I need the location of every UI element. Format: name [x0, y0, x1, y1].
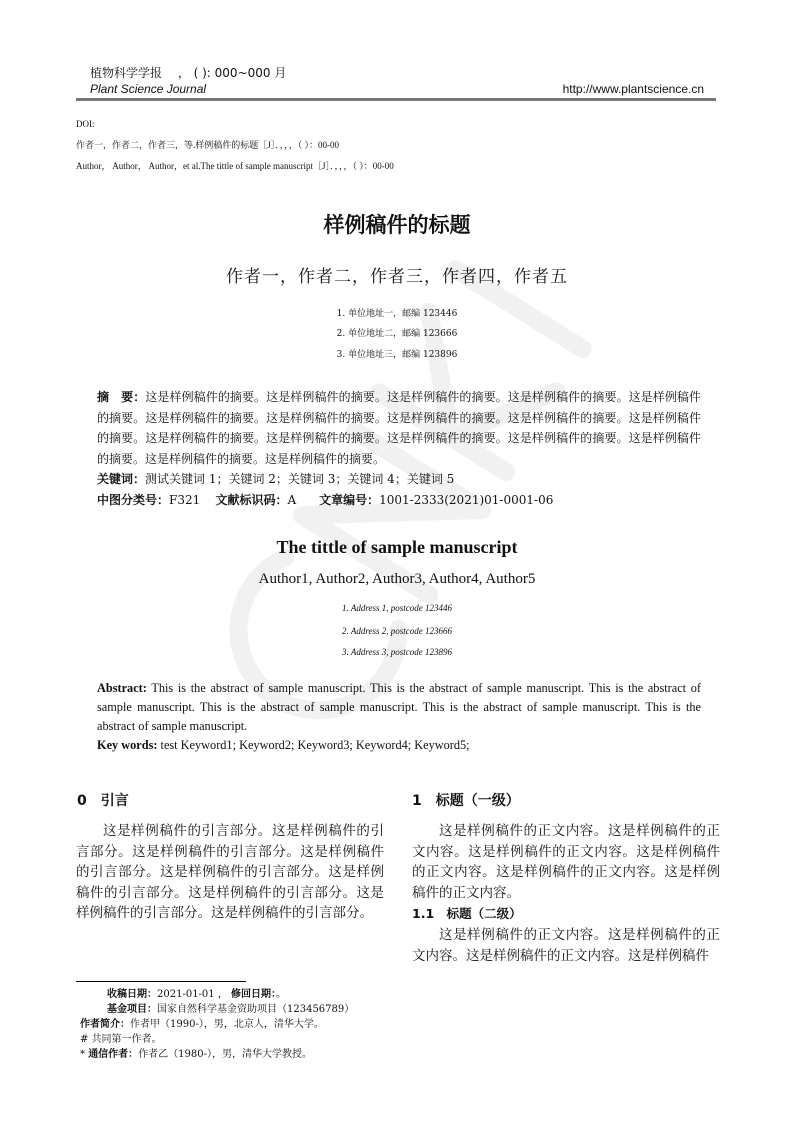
- address-cn-2: 2. 单位地址二，邮编 123666: [336, 329, 458, 339]
- footnote-fund: [107, 1003, 354, 1016]
- keywords-en: test Keyword1; Keyword2; Keyword3; Keyword4; Keyword5;: [157, 738, 470, 752]
- title-cn: 样例稿件的标题: [323, 213, 471, 237]
- bio-text: 作者甲（1990-），男，北京人，清华大学。: [130, 1019, 324, 1030]
- doi: DOI:: [76, 119, 95, 129]
- section-0-heading: 0 引言: [77, 793, 129, 809]
- keywords-en-label: Key words:: [97, 738, 158, 752]
- journal-url[interactable]: http://www.plantscience.cn: [562, 82, 704, 96]
- authors-cn: 作者一，作者二，作者三，作者四，作者五: [226, 267, 568, 287]
- abstract-cn: [97, 387, 701, 510]
- footnote-corresponding: [80, 1048, 312, 1061]
- section-0-text: 这是样例稿件的引言部分。这是样例稿件的引言部分。这是样例稿件的引言部分。这是样例稿件的引言部分。这是样例稿件的引言部分。这是样例稿件的引言部分。这是样例稿件的引言部分。这是样例稿件的引言部分。这是样例稿件的引言部分。: [76, 823, 384, 921]
- section-1-text: 这是样例稿件的正文内容。这是样例稿件的正文内容。这是样例稿件的正文内容。这是样例稿件的正文内容。这是样例稿件的正文内容。这是样例稿件的正文内容。: [412, 823, 720, 901]
- address-cn-3: 3. 单位地址三，邮编 123896: [336, 350, 458, 360]
- footnote-bio: [80, 1018, 324, 1031]
- journal-header-en: Plant Science Journal: [90, 82, 207, 96]
- address-en-2: 2. Address 2, postcode 123666: [342, 626, 452, 636]
- corr-text: 作者乙（1980-），男，清华大学教授。: [138, 1049, 313, 1060]
- keywords-cn-label: 关键词：: [97, 472, 146, 486]
- authors-en: Author1, Author2, Author3, Author4, Author5: [258, 571, 536, 587]
- abstract-en-text: This is the abstract of sample manuscript. This is the abstract of sample manuscript. This is the abstract of sample manuscript. This is the abstract of sample manuscript. This is the abstract of sample manuscript. This is the abstract of sample manuscript.: [97, 681, 701, 733]
- footnote-received: [107, 988, 286, 1001]
- received-label: 收稿日期：: [107, 989, 157, 1000]
- revised-label: 修回日期：: [231, 989, 277, 1000]
- abstract-en-label: Abstract:: [97, 681, 147, 695]
- doc-code: A: [287, 492, 297, 507]
- corr-mark: *: [80, 1049, 89, 1060]
- corr-label: 通信作者：: [88, 1049, 139, 1060]
- received-date: 2021-01-01 ，: [157, 989, 228, 1000]
- bio-label: 作者简介：: [80, 1019, 130, 1030]
- section-1-1-heading: 1.1 标题（二级）: [412, 906, 522, 921]
- clc: F321: [169, 492, 201, 507]
- fund-text: 国家自然科学基金资助项目（123456789）: [157, 1004, 355, 1015]
- section-1-heading: 1 标题（一级）: [412, 793, 520, 809]
- doc-code-label: 文献标识码：: [215, 492, 288, 507]
- fund-label: 基金项目：: [107, 1004, 157, 1015]
- address-cn-1: 1. 单位地址一，邮编 123446: [336, 309, 458, 319]
- address-en-1: 1. Address 1, postcode 123446: [342, 603, 452, 613]
- section-1-1-text: 这是样例稿件的正文内容。这是样例稿件的正文内容。这是样例稿件的正文内容。这是样例稿件: [412, 927, 720, 964]
- journal-header-cn: 植物科学学报 ， ( ): 000~000 月: [90, 66, 287, 80]
- revised-date: 。: [276, 989, 287, 1000]
- clc-label: 中图分类号：: [97, 492, 170, 507]
- article-no-label: 文章编号：: [319, 492, 380, 507]
- abstract-cn-text: 这是样例稿件的摘要。这是样例稿件的摘要。这是样例稿件的摘要。这是样例稿件的摘要。这是样例稿件的摘要。这是样例稿件的摘要。这是样例稿件的摘要。这是样例稿件的摘要。这是样例稿件的摘要。这是样例稿件的摘要。这是样例稿件的摘要。这是样例稿件的摘要。这是样例稿件的摘要。这是样例稿件的摘要。这是样例稿件的摘要。这是样例稿件的摘要。这是样例稿件的摘要。: [97, 390, 701, 466]
- address-en-3: 3. Address 3, postcode 123896: [342, 647, 452, 657]
- abstract-en: [97, 679, 701, 755]
- citation-cn: 作者一，作者二，作者三，等.样例稿件的标题［J］．，，，（ ）：00-00: [76, 140, 340, 150]
- footnote-cofirst: # 共同第一作者。: [80, 1034, 162, 1045]
- article-no: 1001-2333(2021)01-0001-06: [379, 492, 554, 507]
- title-en: The tittle of sample manuscript: [276, 537, 518, 557]
- footnote-divider: [76, 981, 246, 982]
- header-divider: [76, 98, 716, 101]
- abstract-cn-label: 摘 要：: [97, 390, 146, 404]
- keywords-cn: 测试关键词 1；关键词 2；关键词 3；关键词 4；关键词 5: [145, 472, 455, 486]
- citation-en: Author， Author， Author，et al.The tittle of sample manuscript［J］．，，，（ ）：00-00: [76, 161, 394, 171]
